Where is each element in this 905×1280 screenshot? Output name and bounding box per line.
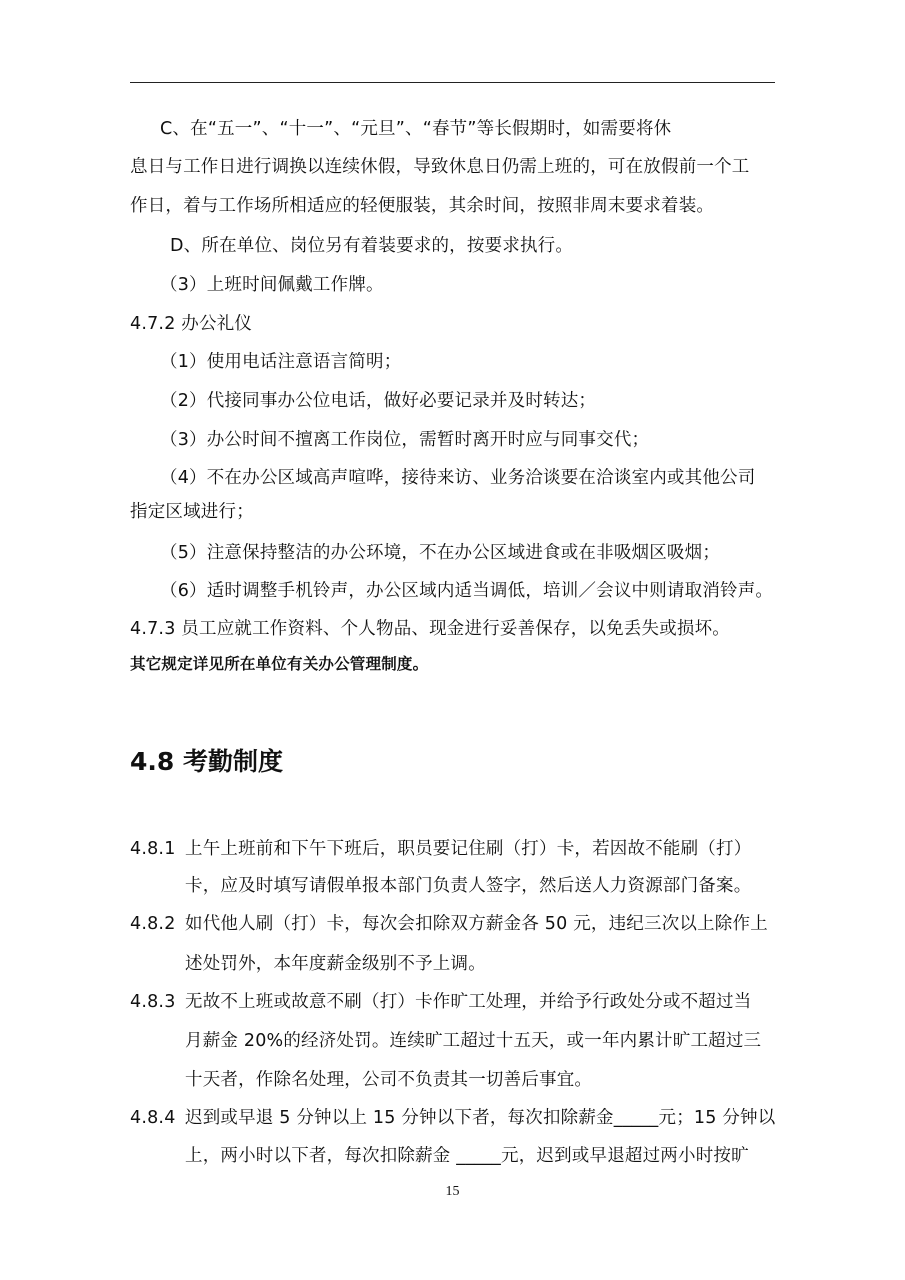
item-text: 十天者，作除名处理，公司不负责其一切善后事宜。	[185, 1070, 593, 1090]
item-text: 上午上班前和下午下班后，职员要记住刷（打）卡，若因故不能刷（打）	[185, 839, 752, 859]
item-number: 4.8.3	[130, 992, 176, 1012]
paragraph-line: 指定区域进行；	[130, 502, 254, 522]
list-item: （6）适时调整手机铃声，办公区域内适当调低，培训／会议中则请取消铃声。	[160, 581, 774, 601]
item-number: 4.8.4	[130, 1108, 176, 1128]
subsection-title: 4.7.3 员工应就工作资料、个人物品、现金进行妥善保存，以免丢失或损坏。	[130, 619, 730, 639]
page-number: 15	[445, 1184, 460, 1199]
item-number: 4.8.1	[130, 839, 176, 859]
header-rule	[130, 82, 775, 83]
paragraph-line: 息日与工作日进行调换以连续休假，导致休息日仍需上班的，可在放假前一个工	[130, 157, 750, 177]
bold-note: 其它规定详见所在单位有关办公管理制度。	[130, 655, 429, 673]
item-text: 述处罚外，本年度薪金级别不予上调。	[185, 954, 486, 974]
item-number: 4.8.2	[130, 914, 176, 934]
subsection-title: 4.7.2 办公礼仪	[130, 314, 253, 334]
list-item: （5）注意保持整洁的办公环境，不在办公区域进食或在非吸烟区吸烟；	[160, 543, 721, 563]
paragraph-line: D、所在单位、岗位另有着装要求的，按要求执行。	[170, 236, 574, 256]
item-text: 卡，应及时填写请假单报本部门负责人签字，然后送人力资源部门备案。	[185, 876, 752, 896]
list-item: （2）代接同事办公位电话，做好必要记录并及时转达；	[160, 391, 597, 411]
item-text: 上，两小时以下者，每次扣除薪金 _____元，迟到或早退超过两小时按旷	[185, 1146, 749, 1166]
list-item: （4）不在办公区域高声喧哗，接待来访、业务洽谈要在洽谈室内或其他公司	[160, 468, 756, 488]
item-text: 月薪金 20%的经济处罚。连续旷工超过十五天，或一年内累计旷工超过三	[185, 1031, 762, 1051]
item-text: 迟到或早退 5 分钟以上 15 分钟以下者，每次扣除薪金_____元；15 分钟以	[185, 1108, 776, 1128]
paragraph-line: （3）上班时间佩戴工作牌。	[160, 275, 384, 295]
item-text: 无故不上班或故意不刷（打）卡作旷工处理，并给予行政处分或不超过当	[185, 992, 752, 1012]
list-item: （3）办公时间不擅离工作岗位，需暂时离开时应与同事交代；	[160, 430, 650, 450]
item-text: 如代他人刷（打）卡，每次会扣除双方薪金各 50 元，违纪三次以上除作上	[185, 914, 768, 934]
paragraph-line: C、在“五一”、“十一”、“元旦”、“春节”等长假期时，如需要将休	[160, 119, 672, 139]
list-item: （1）使用电话注意语言简明；	[160, 352, 402, 372]
paragraph-line: 作日，着与工作场所相适应的轻便服装，其余时间，按照非周末要求着装。	[130, 196, 715, 216]
section-heading: 4.8 考勤制度	[130, 747, 283, 776]
